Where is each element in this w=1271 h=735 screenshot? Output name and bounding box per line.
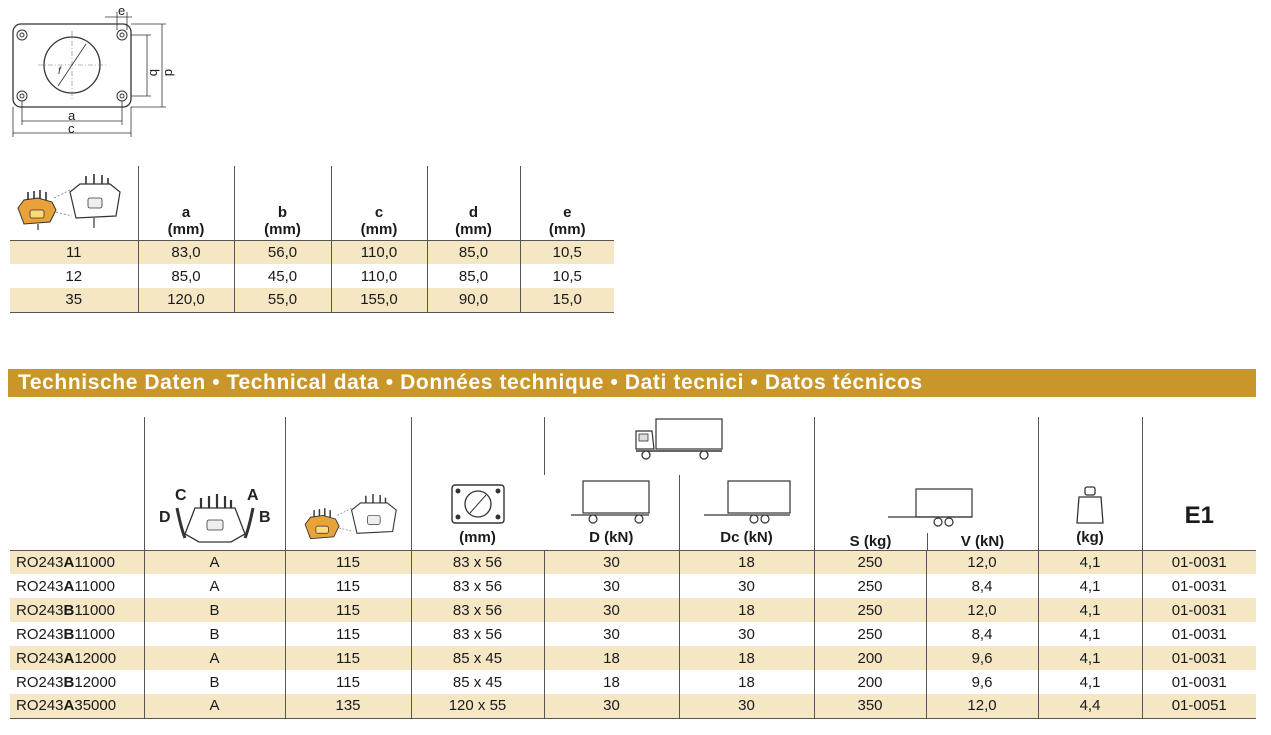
s-cell: 200 bbox=[814, 670, 926, 694]
type-cell: A bbox=[144, 574, 285, 598]
e1-cell: 01-0031 bbox=[1142, 550, 1256, 574]
v-cell: 12,0 bbox=[926, 694, 1038, 718]
dim-d-cell: 85,0 bbox=[427, 264, 520, 288]
tech-header-size bbox=[285, 417, 411, 550]
table-row bbox=[10, 574, 1256, 598]
dc-cell: 30 bbox=[679, 694, 814, 718]
kg-cell: 4,4 bbox=[1038, 694, 1142, 718]
dim-size-cell: 12 bbox=[65, 267, 83, 285]
table-row bbox=[10, 598, 1256, 622]
size-cell: 115 bbox=[285, 574, 411, 598]
type-cell: A bbox=[144, 646, 285, 670]
dim-c-cell: 110,0 bbox=[331, 264, 427, 288]
e1-cell: 01-0031 bbox=[1142, 622, 1256, 646]
dim-size-cell: 35 bbox=[65, 291, 83, 309]
dim-header-a: a (mm) bbox=[138, 166, 234, 240]
e1-cell: 01-0031 bbox=[1142, 670, 1256, 694]
d-cell: 30 bbox=[544, 598, 679, 622]
size-cell: 115 bbox=[285, 550, 411, 574]
mm-cell: 85 x 45 bbox=[411, 646, 544, 670]
v-cell: 9,6 bbox=[926, 670, 1038, 694]
tech-header-kg: (kg) bbox=[1076, 528, 1104, 546]
dim-header-e: e (mm) bbox=[520, 166, 614, 240]
dc-cell: 30 bbox=[679, 622, 814, 646]
weight-icon bbox=[1075, 485, 1105, 525]
coupling-pair-icon bbox=[298, 492, 398, 546]
coupling-pair-icon bbox=[10, 166, 138, 240]
e1-label: E1 bbox=[1184, 501, 1214, 529]
table-row bbox=[10, 264, 614, 288]
dim-e-cell: 10,5 bbox=[520, 264, 614, 288]
tech-header-mm-label: (mm) bbox=[459, 528, 496, 546]
center-axle-trailer-icon bbox=[886, 485, 976, 529]
tech-header-orientation bbox=[144, 417, 285, 550]
e1-cell: 01-0031 bbox=[1142, 598, 1256, 622]
tech-header-s: S (kg) bbox=[849, 532, 892, 550]
e1-cell: 01-0031 bbox=[1142, 646, 1256, 670]
dim-b-cell: 55,0 bbox=[234, 288, 331, 312]
dim-b-cell: 56,0 bbox=[234, 240, 331, 264]
drawbar-trailer-icon bbox=[569, 479, 653, 525]
dim-d-cell: 90,0 bbox=[427, 288, 520, 312]
v-cell: 9,6 bbox=[926, 646, 1038, 670]
orientation-letter-c: C bbox=[174, 486, 187, 504]
dim-a-cell: 85,0 bbox=[138, 264, 234, 288]
size-cell: 135 bbox=[285, 694, 411, 718]
table-row bbox=[10, 622, 1256, 646]
size-cell: 115 bbox=[285, 670, 411, 694]
d-cell: 30 bbox=[544, 574, 679, 598]
tech-header-d bbox=[544, 475, 679, 550]
type-cell: B bbox=[144, 598, 285, 622]
v-cell: 12,0 bbox=[926, 550, 1038, 574]
dimension-table-header bbox=[10, 166, 614, 240]
dim-label-c: c bbox=[68, 121, 75, 136]
mm-cell: 83 x 56 bbox=[411, 598, 544, 622]
d-cell: 30 bbox=[544, 622, 679, 646]
tech-header-v: V (kN) bbox=[927, 533, 1038, 550]
type-cell: B bbox=[144, 622, 285, 646]
mm-cell: 83 x 56 bbox=[411, 574, 544, 598]
kg-cell: 4,1 bbox=[1038, 670, 1142, 694]
truck-header-group bbox=[544, 417, 814, 475]
coupling-orientation-icon bbox=[155, 484, 275, 546]
d-cell: 30 bbox=[544, 550, 679, 574]
dc-cell: 30 bbox=[679, 574, 814, 598]
part-number-cell: RO243B11000 bbox=[16, 625, 115, 643]
e1-cell: 01-0031 bbox=[1142, 574, 1256, 598]
s-cell: 200 bbox=[814, 646, 926, 670]
mm-cell: 83 x 56 bbox=[411, 622, 544, 646]
dim-b-cell: 45,0 bbox=[234, 264, 331, 288]
part-number-cell: RO243B11000 bbox=[16, 601, 115, 619]
tech-header-dc-label: Dc (kN) bbox=[720, 528, 773, 546]
table-row bbox=[10, 670, 1256, 694]
table-row bbox=[10, 550, 1256, 574]
tech-header-e1 bbox=[1142, 417, 1256, 550]
tech-header-top bbox=[10, 417, 1256, 475]
dim-size-cell: 11 bbox=[65, 243, 82, 261]
dim-header-c: c (mm) bbox=[331, 166, 427, 240]
dim-label-b: b bbox=[147, 69, 162, 77]
trailer-s-v-header bbox=[814, 417, 1038, 550]
v-cell: 8,4 bbox=[926, 622, 1038, 646]
s-cell: 250 bbox=[814, 622, 926, 646]
part-number-cell: RO243A11000 bbox=[16, 553, 115, 571]
s-cell: 250 bbox=[814, 550, 926, 574]
mm-cell: 85 x 45 bbox=[411, 670, 544, 694]
d-cell: 18 bbox=[544, 646, 679, 670]
part-number-cell: RO243A12000 bbox=[16, 649, 117, 667]
truck-icon bbox=[634, 417, 724, 463]
dim-e-cell: 15,0 bbox=[520, 288, 614, 312]
center-axle-trailer-icon bbox=[702, 479, 792, 525]
dim-label-e: e bbox=[118, 4, 126, 18]
dim-e-cell: 10,5 bbox=[520, 240, 614, 264]
section-title-banner: Technische Daten • Technical data • Données technique • Dati tecnici • Datos técnicos bbox=[8, 369, 1256, 397]
dim-label-d: d bbox=[162, 69, 177, 77]
table-row bbox=[10, 240, 614, 264]
technical-data-table bbox=[10, 417, 1256, 719]
dim-c-cell: 155,0 bbox=[331, 288, 427, 312]
size-cell: 115 bbox=[285, 622, 411, 646]
size-cell: 115 bbox=[285, 598, 411, 622]
dim-a-cell: 120,0 bbox=[138, 288, 234, 312]
part-number-cell: RO243B12000 bbox=[16, 673, 117, 691]
mm-cell: 83 x 56 bbox=[411, 550, 544, 574]
dc-cell: 18 bbox=[679, 646, 814, 670]
kg-cell: 4,1 bbox=[1038, 550, 1142, 574]
kg-cell: 4,1 bbox=[1038, 574, 1142, 598]
kg-cell: 4,1 bbox=[1038, 646, 1142, 670]
type-cell: A bbox=[144, 694, 285, 718]
type-cell: A bbox=[144, 550, 285, 574]
tech-header-d-label: D (kN) bbox=[589, 528, 634, 546]
s-cell: 250 bbox=[814, 598, 926, 622]
kg-cell: 4,1 bbox=[1038, 622, 1142, 646]
tech-header-weight bbox=[1038, 417, 1142, 550]
flange-dimension-drawing bbox=[8, 4, 178, 144]
dim-header-d: d (mm) bbox=[427, 166, 520, 240]
dc-cell: 18 bbox=[679, 670, 814, 694]
tech-header-mm bbox=[411, 417, 544, 550]
d-cell: 18 bbox=[544, 670, 679, 694]
v-cell: 8,4 bbox=[926, 574, 1038, 598]
d-cell: 30 bbox=[544, 694, 679, 718]
table-row bbox=[10, 288, 614, 312]
dim-label-f: f bbox=[58, 66, 61, 77]
dim-c-cell: 110,0 bbox=[331, 240, 427, 264]
s-cell: 250 bbox=[814, 574, 926, 598]
dim-d-cell: 85,0 bbox=[427, 240, 520, 264]
dimension-table bbox=[10, 166, 614, 313]
tech-header-code bbox=[10, 417, 144, 550]
e1-cell: 01-0051 bbox=[1142, 694, 1256, 718]
orientation-letter-a: A bbox=[246, 486, 259, 504]
dim-label-a: a bbox=[68, 108, 76, 123]
orientation-letter-d: D bbox=[158, 508, 171, 526]
kg-cell: 4,1 bbox=[1038, 598, 1142, 622]
tech-header-dc bbox=[679, 475, 814, 550]
table-row bbox=[10, 694, 1256, 718]
flange-plate-icon bbox=[450, 483, 506, 525]
part-number-cell: RO243A35000 bbox=[16, 697, 117, 715]
mm-cell: 120 x 55 bbox=[411, 694, 544, 718]
dim-a-cell: 83,0 bbox=[138, 240, 234, 264]
s-cell: 350 bbox=[814, 694, 926, 718]
dc-cell: 18 bbox=[679, 550, 814, 574]
type-cell: B bbox=[144, 670, 285, 694]
dim-header-b: b (mm) bbox=[234, 166, 331, 240]
dc-cell: 18 bbox=[679, 598, 814, 622]
orientation-letter-b: B bbox=[258, 508, 271, 526]
v-cell: 12,0 bbox=[926, 598, 1038, 622]
size-cell: 115 bbox=[285, 646, 411, 670]
part-number-cell: RO243A11000 bbox=[16, 577, 115, 595]
table-row bbox=[10, 646, 1256, 670]
